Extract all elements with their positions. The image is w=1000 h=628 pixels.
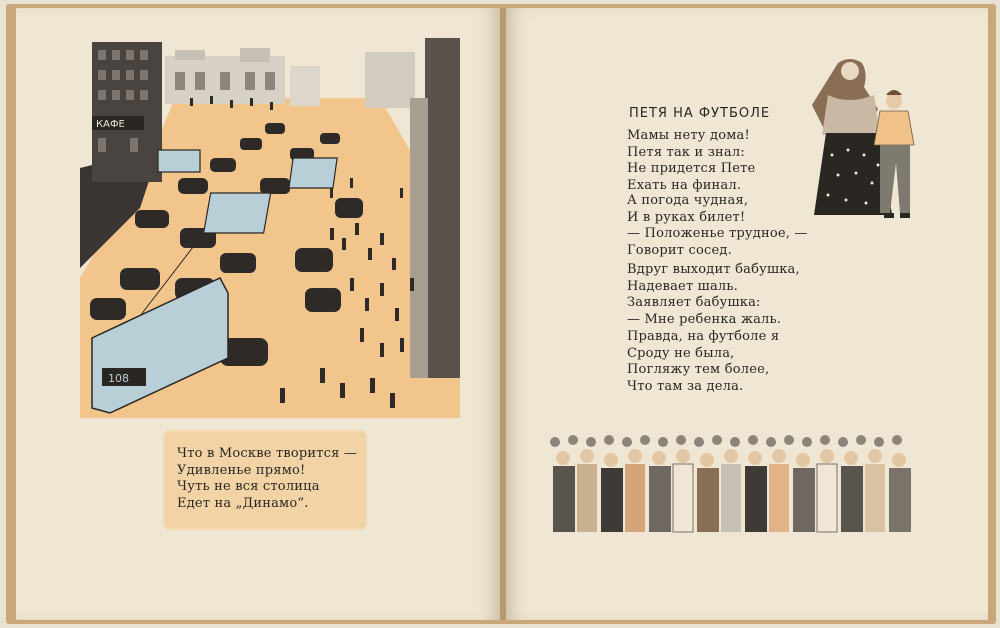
verse-line: Ехать на финал.: [627, 177, 742, 193]
stanza-4: [627, 329, 779, 395]
verse-line: Чуть не вся столица: [177, 479, 320, 494]
verse-line: А погода чудная,: [627, 193, 749, 208]
verse-line: Мамы нету дома!: [627, 128, 750, 143]
verse-line: Погляжу тем более,: [627, 362, 770, 377]
verse-line: — Положенье трудное, —: [627, 226, 808, 241]
verse-line: Вдруг выходит бабушка,: [627, 262, 800, 277]
verse-line: Не придется Пете: [627, 161, 756, 176]
cafe-sign: КАФЕ: [96, 119, 125, 130]
stadium-crowd-illustration: [545, 432, 917, 540]
verse-line: Едет на „Динамо“.: [177, 495, 309, 511]
verse-line: Что там за дела.: [627, 378, 744, 394]
verse-line: Удивленье прямо!: [177, 462, 306, 478]
caption-verse-box: [165, 432, 365, 528]
verse-line: Правда, на футболе я: [627, 329, 780, 344]
poem-title: ПЕТЯ НА ФУТБОЛЕ: [629, 106, 771, 121]
moscow-street-illustration: [80, 38, 460, 418]
stanza-1: [627, 128, 755, 194]
verse-line: Петя так и знал:: [627, 144, 745, 160]
bus-route-number: 108: [108, 372, 129, 385]
verse-line: Говорит сосед.: [627, 242, 732, 258]
verse-line: Что в Москве творится —: [177, 446, 358, 461]
verse-line: Надевает шаль.: [627, 278, 738, 294]
caption-verse: [177, 446, 357, 512]
verse-line: И в руках билет!: [627, 209, 746, 225]
grandma-and-boy-illustration: [808, 55, 920, 227]
verse-line: — Мне ребенка жаль.: [627, 311, 782, 327]
stanza-3: [627, 262, 800, 328]
verse-line: Заявляет бабушка:: [627, 295, 761, 310]
stanza-2: [627, 193, 808, 259]
verse-line: Сроду не была,: [627, 345, 735, 361]
